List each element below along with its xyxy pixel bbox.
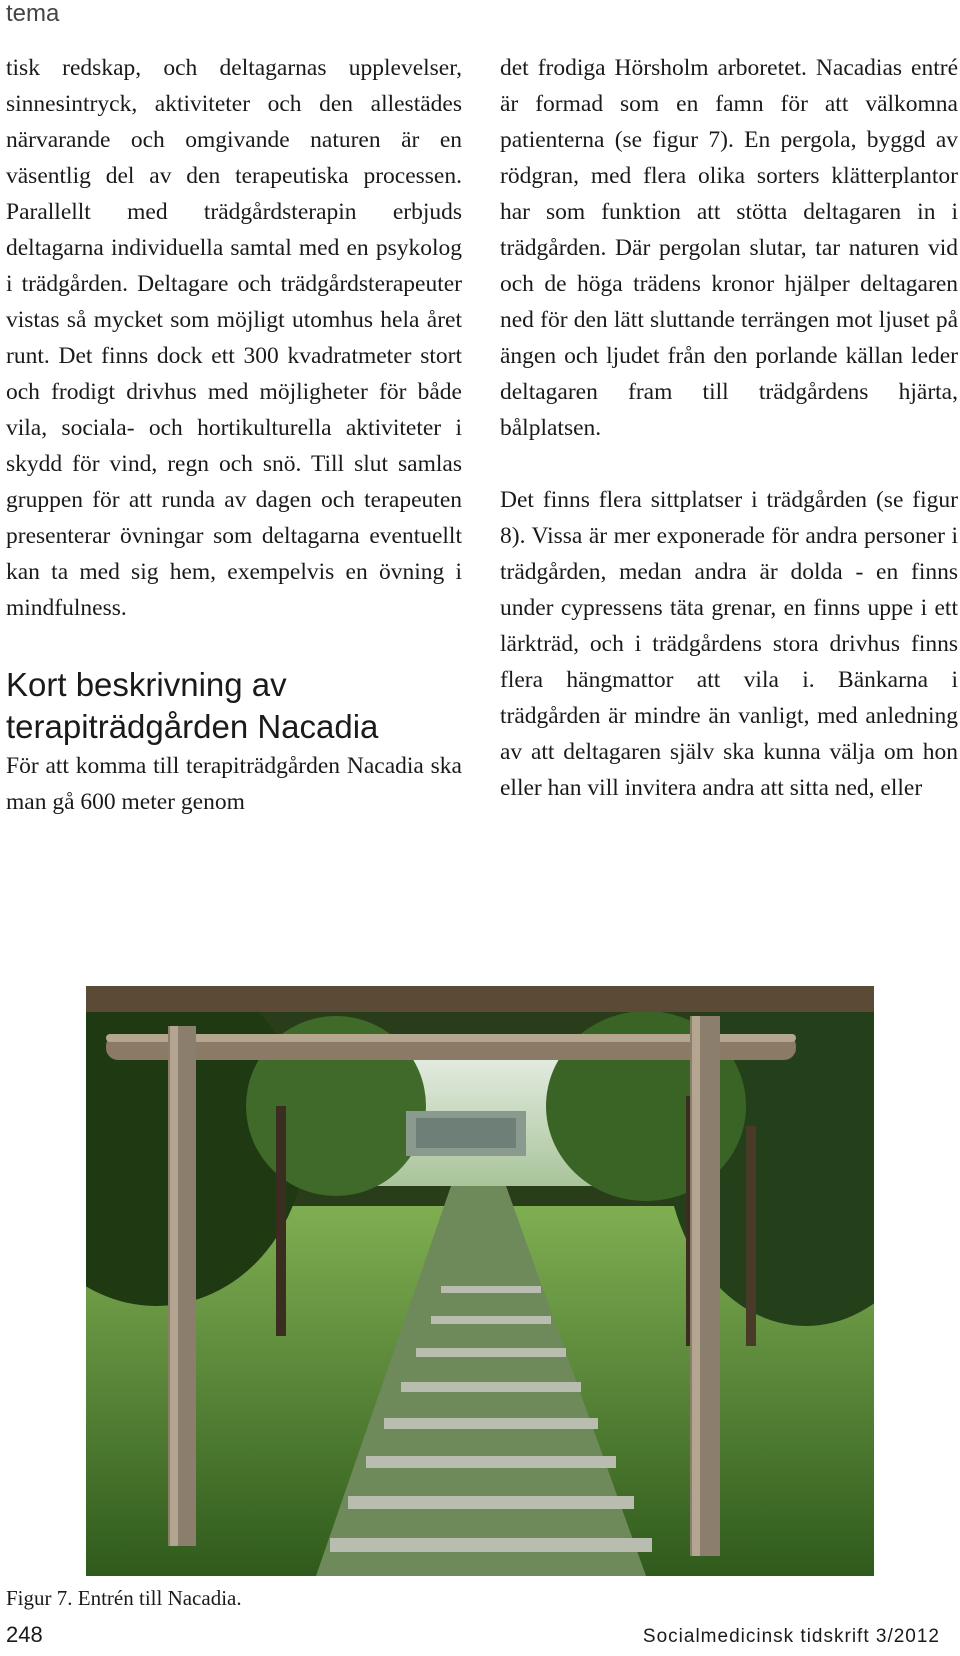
right-paragraph-2: Det finns flera sittplatser i trädgården (se figur 8). Vissa är mer exponerade för andra personer i trädgården, medan andra är dolda - en finns under cypressens täta grenar, en finns uppe i ett lärkträd, och i trädgårdens stora drivhus finns flera hängmattor att vila i. Bänkarna i trädgården är mindre än vanligt, med anledning av att deltagaren själv ska kunna välja om hon eller han vill invitera andra att sitta ned, eller — [500, 487, 958, 801]
pergola-photo — [86, 986, 874, 1576]
left-paragraph-1: tisk redskap, och deltagarnas upplevelser, sinnesintryck, aktiviteter och den allestädes närvarande och omgivande naturen är en väsentlig del av den terapeutiska processen. Parallellt med trädgårdsterapin erbjuds deltagarna individuella samtal med en psykolog i trädgården. Deltagare och trädgårdsterapeuter vistas så mycket som möjligt utomhus hela året runt. Det finns dock ett 300 kvadratmeter stort och frodigt drivhus med möjligheter för både vila, sociala- och hortikulturella aktiviteter i skydd för vind, regn och snö. Till slut samlas gruppen för att runda av dagen och terapeuten presenterar övningar som deltagarna eventuellt kan ta med sig hem, exempelvis en övning i mindfulness. — [6, 55, 462, 621]
left-paragraph-2: För att komma till terapiträdgården Nacadia ska man gå 600 meter genom — [6, 753, 462, 815]
right-column — [500, 50, 958, 806]
figure-photo-entrance — [86, 986, 874, 1576]
page-number: 248 — [6, 1622, 43, 1647]
figure-caption: Figur 7. Entrén till Nacadia. — [6, 1586, 242, 1610]
right-paragraph-1: det frodiga Hörsholm arboretet. Nacadias entré är formad som en famn för att välkomna patienterna (se figur 7). En pergola, byggd av rödgran, med flera olika sorters klätterplantor har som funktion att stötta deltagaren in i trädgården. Där pergolan slutar, tar naturen vid och de höga trädens kronor hjälper deltagaren ned för den lätt sluttande terrängen mot ljuset på ängen och ljudet från den porlande källan leder deltagaren fram till trädgårdens hjärta, bålplatsen. — [500, 55, 958, 441]
left-column — [6, 50, 462, 820]
journal-name: Socialmedicinsk tidskrift 3/2012 — [642, 1626, 940, 1647]
section-tag: tema — [6, 0, 60, 27]
section-heading: Kort beskrivning av terapiträdgården Nacadia — [6, 666, 379, 745]
